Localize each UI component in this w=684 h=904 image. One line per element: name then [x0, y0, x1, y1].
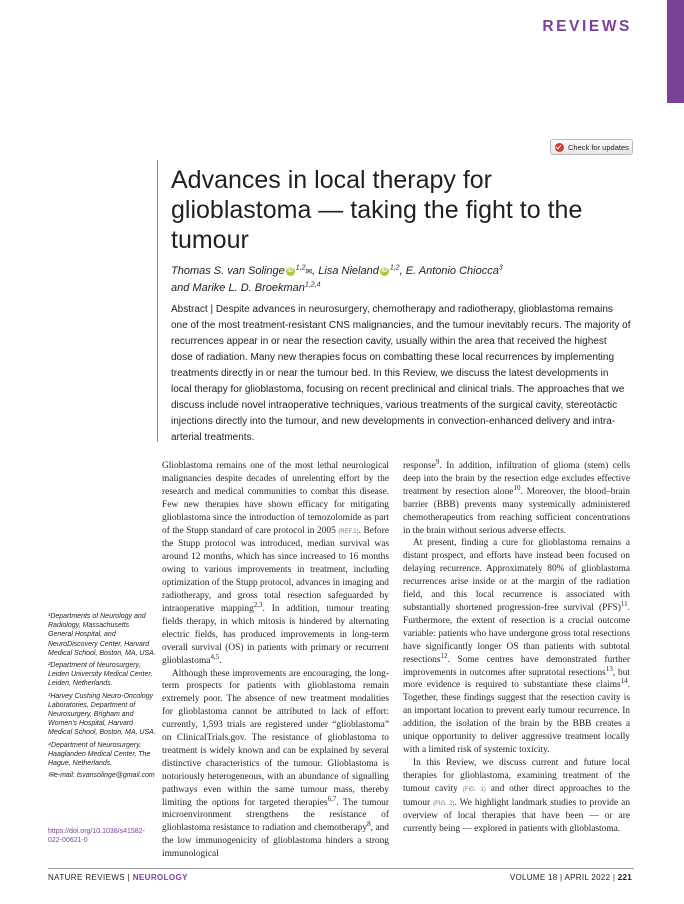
author-name[interactable]: Marike L. D. Broekman — [192, 282, 305, 294]
envelope-icon[interactable]: ✉ — [305, 267, 313, 276]
affiliation: ¹Departments of Neurology and Radiology, Massachusetts General Hospital, and NeuroDiscovery Center, Harvard Medical School, Boston, MA, USA. — [48, 613, 156, 657]
reference-link[interactable]: (REF.1) — [338, 528, 359, 535]
affiliation: ²Department of Neurosurgery, Leiden University Medical Center, Leiden, Netherlands. — [48, 662, 153, 688]
section-label: REVIEWS — [542, 18, 632, 35]
check-for-updates-button[interactable] — [550, 139, 633, 155]
citation[interactable]: 6,7 — [327, 794, 337, 803]
email-link[interactable]: ✉e-mail: tsvansolinge@gmail.com — [48, 772, 155, 780]
author-affil: 3 — [498, 264, 503, 272]
check-updates-label: Check for updates — [568, 142, 629, 152]
abstract-text: Abstract | Despite advances in neurosurgery, chemotherapy and radiotherapy, glioblastoma remains one of the most treatment-resistant CNS malignancies, and the tumour inevitably recurs. The majority of recurrences appear in or near the resection cavity, usually within the area that received the highest dose of radiation. Many new therapies focus on combatting these local recurrences by implementing treatments directly in or near the tumour bed. In this Review, we discuss the latest developments in local therapy for glioblastoma, focusing on recent preclinical and clinical trials. The approaches that we discuss include novel intraoperative techniques, various treatments of the surgical cavity, stereotactic injections directly into the tumour, and new developments in convection-enhanced delivery and intra-arterial treatments. — [171, 304, 631, 443]
title-rule — [157, 160, 158, 442]
citation[interactable]: 2,3 — [253, 600, 263, 609]
citation[interactable]: 11 — [620, 599, 628, 608]
citation[interactable]: 8 — [367, 820, 371, 829]
affiliation: ⁴Department of Neurosurgery, Haaglanden Medical Center, The Hague, Netherlands. — [48, 741, 151, 768]
footer-rule — [48, 868, 634, 869]
paragraph: Glioblastoma remains one of the most lethal neurological malignancies despite decades of unrelenting effort by the research and medical communities to combat this disease. Few new therapies have shown efficacy for mitigating glioblastoma since the introduction of temozolomide as part of the Stupp standard of care protocol in 2005 (REF.1). Before the Stupp protocol was introduced, median survival was around 12 months, which has since increased to 16 months owing to various improvements in treatment, including optimization of the Stupp protocol, advances in imaging and radiotherapy, and gross total resection safeguarded by intraoperative mapping$^{2,3}$. In addition, tumour treating fields therapy, in which mitosis is hindered by alternating electric fields, has produced improvements in long-term overall survival (OS) in patients with primary or recurrent glioblastoma$^{4,5}$. — [162, 461, 390, 666]
footer-issue: VOLUME 18 | APRIL 2022 | 221 — [509, 873, 632, 882]
article-title: Advances in local therapy for glioblastoma — taking the fight to the tumour — [171, 166, 583, 254]
citation[interactable]: 9 — [435, 457, 440, 466]
paragraph: Although these improvements are encouraging, the long-term prospects for patients with glioblastoma remain extremely poor. The absence of new treatment modalities for glioblastoma cannot be attributed to lack of effort: currently, 1,593 trials are registered under “glioblastoma” on ClinicalTrials.gov. The resistance of glioblastoma to treatment is widely known and can be explained by several distinctive characteristics of the tumour. Glioblastoma is notoriously heterogeneous, with an abundance of signalling pathways even within the same tumour mass, thereby limiting the options for targeted therapies$^{6,7}$. The tumour microenvironment strengthens the resistance of glioblastoma resistance to radiation and chemotherapy$^8$, and the low immunogenicity of glioblastoma hinders a strong immunological — [162, 668, 389, 860]
citation[interactable]: 14 — [620, 677, 628, 686]
author-list: Thomas S. van Solinge iD $^{1,2}$✉, Lisa Nieland iD $^{1,2}$, E. Antonio Chiocca$^3$ and Marike L. D. Broekman$^{1,2,4}$ — [171, 264, 503, 294]
journal-name: NEUROLOGY — [132, 873, 188, 882]
author-affil: 1,2 — [295, 264, 306, 272]
citation[interactable]: 13 — [605, 664, 613, 673]
check-updates-icon — [555, 143, 564, 152]
orcid-icon[interactable]: iD — [287, 267, 294, 274]
affiliations — [48, 612, 156, 783]
figure-link[interactable]: (FIG. 2) — [433, 800, 455, 807]
author-name[interactable]: Thomas S. van Solinge — [171, 265, 285, 277]
affiliation: ³Harvey Cushing Neuro-Oncology Laboratories, Department of Neurosurgery, Brigham and Women’s Hospital, Harvard Medical School, Boston, MA, USA. — [48, 692, 156, 737]
footer-journal: NATURE REVIEWS | NEUROLOGY — [48, 873, 188, 882]
section-color-tab — [667, 0, 684, 103]
paragraph: In this Review, we discuss current and future local therapies for glioblastoma, examining treatment of the tumour cavity (FIG. 1) and other direct approaches to the tumour (FIG. 2). We highlight landmark studies to provide an overview of local therapies that have been — or are currently being — explored in patients with glioblastoma. — [403, 757, 631, 835]
citation[interactable]: 12 — [440, 651, 448, 660]
body-column-right — [403, 457, 631, 836]
citation[interactable]: 4,5 — [210, 652, 220, 661]
author-affil: 1,2 — [389, 264, 400, 272]
author-affil: 1,2,4 — [304, 281, 321, 289]
abstract — [171, 302, 631, 446]
paragraph: response$^9$. In addition, infiltration of glioma (stem) cells deep into the brain by the resection edge excludes effective treatment by resection alone$^{10}$. Moreover, the blood–brain barrier (BBB) prevents many systemically administered chemotherapeutics from reaching sufficient concentrations in the brain without serious adverse effects. — [403, 457, 630, 536]
citation[interactable]: 10 — [513, 483, 521, 492]
doi-link[interactable]: https://doi.org/10.1038/s41582-022-00621-0 — [48, 828, 145, 845]
figure-link[interactable]: (FIG. 1) — [462, 786, 486, 793]
author-name[interactable]: E. Antonio Chiocca — [405, 265, 499, 277]
body-column-left — [162, 460, 389, 861]
page-number: 221 — [617, 873, 632, 882]
orcid-icon[interactable]: iD — [381, 267, 388, 274]
paragraph: At present, finding a cure for glioblastoma remains a distant prospect, and efforts have instead been focused on delaying recurrence. Approximately 80% of glioblastoma recurrences arise inside or at the margin of the radiation field, and this local recurrence is associated with substantially shortened progression-free survival (PFS)$^{11}$. Furthermore, the extent of resection is a crucial outcome variable: patients who have undergone gross total resections have significantly longer OS than patients with subtotal resections$^{12}$. Some centres have demonstrated further improvements in outcomes after supratotal resections$^{13}$, but more evidence is required to substantiate these claims$^{14}$. Together, these findings suggest that the resection cavity is an important location to prevent early tumour recurrence. In addition, the isolation of the brain by the BBB creates a unique opportunity to deliver aggressive treatment locally with a limited risk of systemic toxicity. — [403, 538, 631, 755]
author-name[interactable]: Lisa Nieland — [318, 265, 379, 277]
